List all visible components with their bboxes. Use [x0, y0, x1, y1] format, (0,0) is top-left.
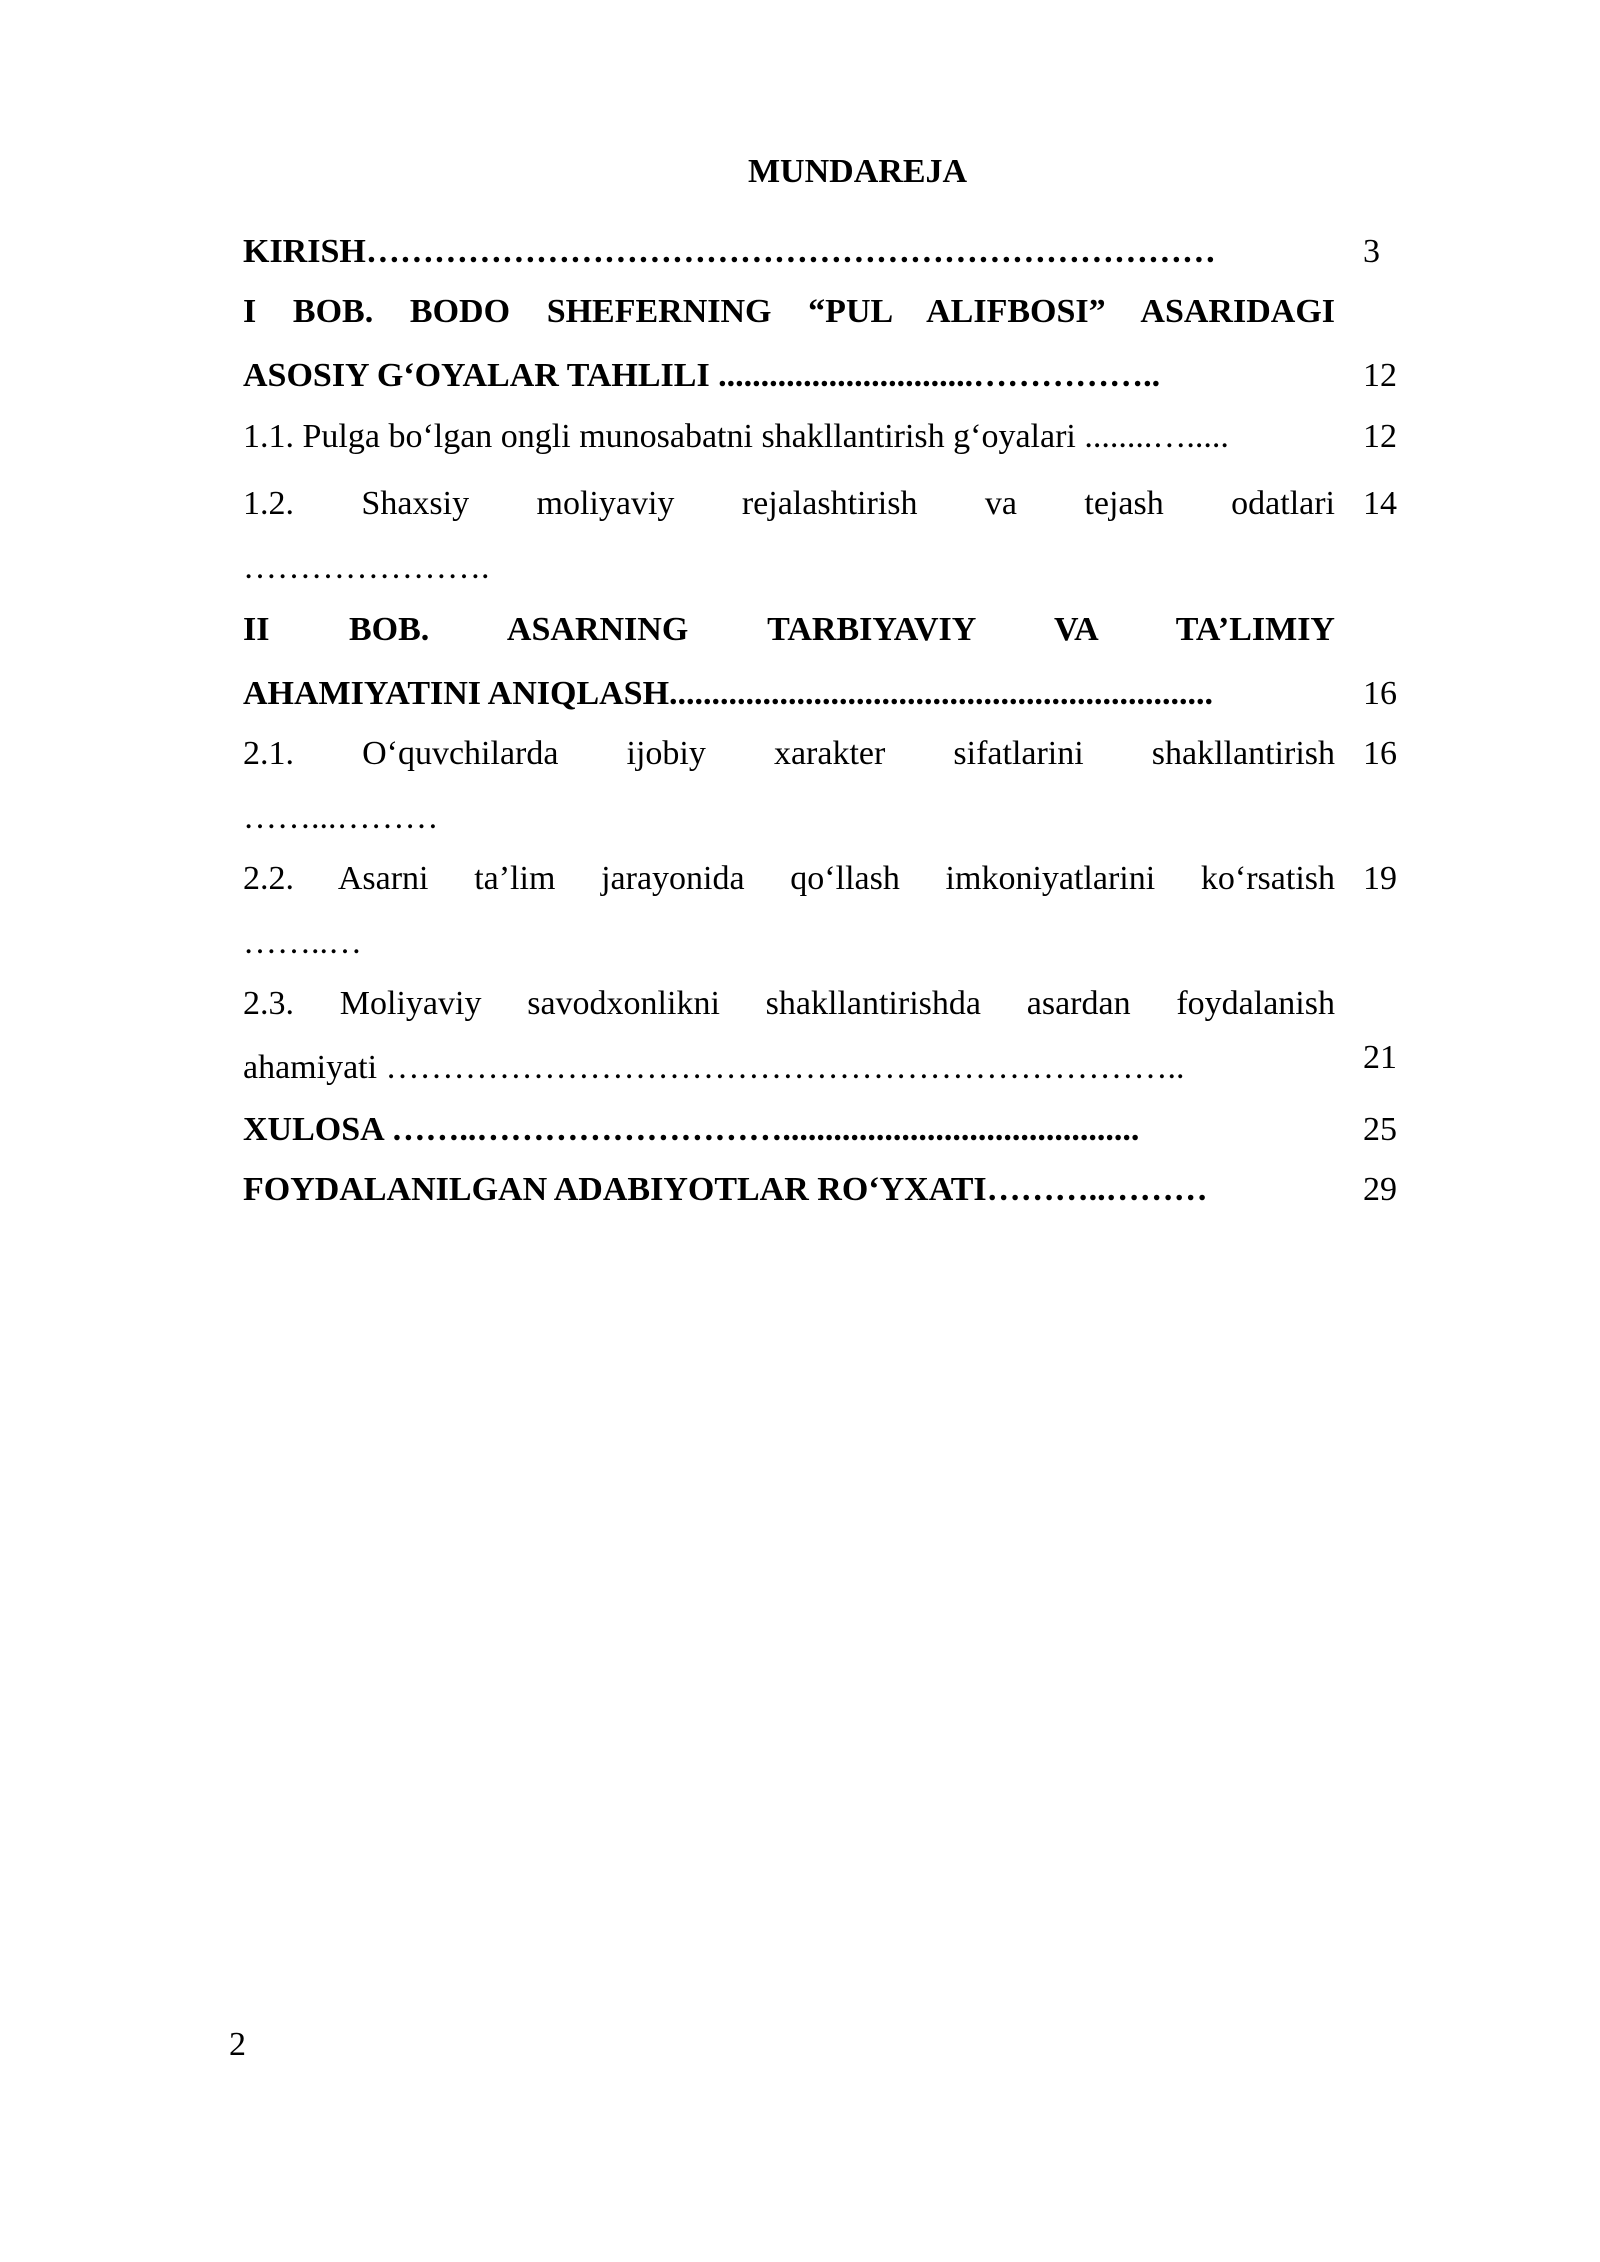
toc-entry-section-1-2[interactable] [243, 484, 1403, 592]
toc-entry-page: 19 [1363, 860, 1397, 897]
page-number: 2 [229, 2026, 246, 2063]
toc-entry-section-2-2[interactable] [243, 859, 1403, 967]
toc-entry-chapter-2[interactable] [243, 610, 1403, 718]
toc-entry-text-line-2: ahamiyati …………………………………………………………….. [243, 1049, 1185, 1086]
toc-entry-xulosa[interactable] [243, 1110, 1403, 1154]
toc-entry-references[interactable] [243, 1170, 1403, 1214]
toc-entry-text: KIRISH………………………………………………………………… [243, 233, 1216, 270]
toc-entry-section-2-1[interactable] [243, 734, 1403, 842]
toc-entry-page: 12 [1363, 418, 1397, 455]
toc-entry-text-line-1: 2.2. Asarni ta’lim jarayonida qo‘llash imkoniyatlarini ko‘rsatish [243, 860, 1335, 897]
toc-entry-text-line-2: ……...……… [243, 799, 439, 836]
toc-entry-page: 3 [1363, 233, 1380, 270]
toc-entry-page: 21 [1363, 1039, 1397, 1076]
toc-entry-page: 29 [1363, 1171, 1397, 1208]
toc-entry-text-line-1: 1.2. Shaxsiy moliyaviy rejalashtirish va tejash odatlari [243, 485, 1335, 522]
toc-entry-text-line-1: I BOB. BODO SHEFERNING “PUL ALIFBOSI” ASARIDAGI [243, 293, 1335, 330]
toc-entry-text: FOYDALANILGAN ADABIYOTLAR RO‘YXATI………..……… [243, 1171, 1208, 1208]
toc-entry-text-line-2: …………………. [243, 549, 490, 586]
toc-entry-section-1-1[interactable] [243, 417, 1403, 461]
toc-entry-kirish[interactable] [243, 232, 1403, 276]
toc-entry-page: 16 [1363, 675, 1397, 712]
toc-entry-page: 14 [1363, 485, 1397, 522]
toc-entry-text: XULOSA ……..……………………….......................................... [243, 1111, 1140, 1148]
toc-entry-page: 16 [1363, 735, 1397, 772]
toc-entry-text-line-2: ……..… [243, 924, 362, 961]
toc-entry-text: 1.1. Pulga bo‘lgan ongli munosabatni shakllantirish g‘oyalari ........…..... [243, 418, 1229, 455]
toc-entry-chapter-1[interactable] [243, 292, 1403, 400]
toc-entry-text-line-1: 2.3. Moliyaviy savodxonlikni shakllantirishda asardan foydalanish [243, 985, 1335, 1022]
page-title: MUNDAREJA [747, 153, 968, 190]
toc-entry-page: 25 [1363, 1111, 1397, 1148]
toc-entry-text-line-2: AHAMIYATINI ANIQLASH................................................................ [243, 675, 1214, 712]
toc-entry-text-line-1: 2.1. O‘quvchilarda ijobiy xarakter sifatlarini shakllantirish [243, 735, 1335, 772]
toc-entry-text-line-2: ASOSIY G‘OYALAR TAHLILI ..............................…………….. [243, 357, 1161, 394]
toc-entry-section-2-3[interactable] [243, 984, 1403, 1092]
toc-entry-page: 12 [1363, 357, 1397, 394]
toc-entry-text-line-1: II BOB. ASARNING TARBIYAVIY VA TA’LIMIY [243, 611, 1335, 648]
